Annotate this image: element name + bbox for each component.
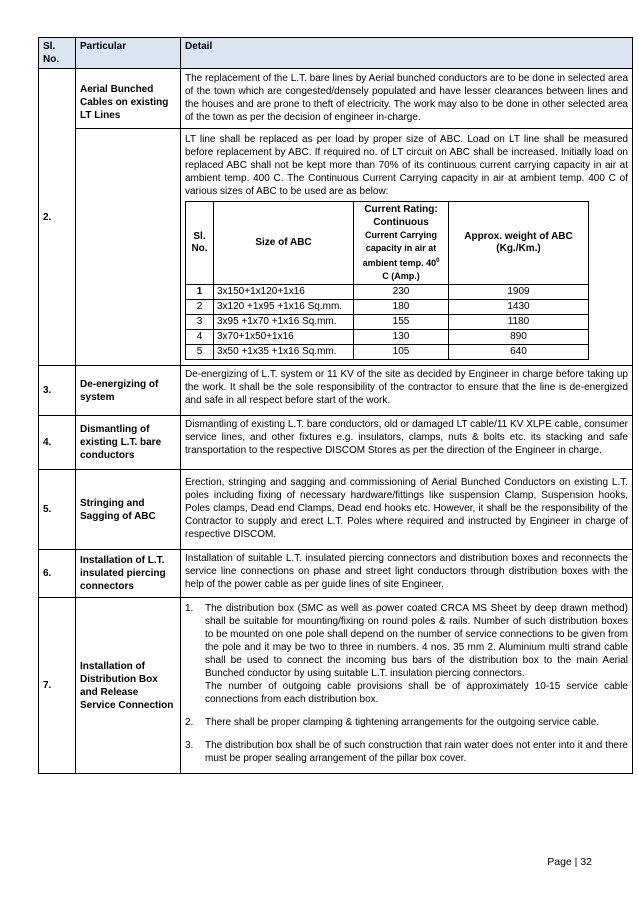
abc-table-row xyxy=(186,315,589,330)
abc-size-table xyxy=(185,201,589,360)
header-sl-no: Sl. No. xyxy=(39,38,76,69)
abc-cell-sl: 4 xyxy=(186,330,214,345)
abc-col-size: Size of ABC xyxy=(214,202,354,285)
list-item-number: 2. xyxy=(185,717,194,728)
distribution-box-list xyxy=(185,602,628,765)
table-row xyxy=(39,550,633,598)
abc-cell-weight: 1430 xyxy=(449,300,589,315)
specification-table xyxy=(38,37,633,774)
table-row xyxy=(39,69,633,129)
list-item xyxy=(185,716,628,729)
abc-table-row xyxy=(186,330,589,345)
row-detail: Installation of suitable L.T. insulated piercing connectors and distribution boxes and reconnects the service line connections on phase and street light conductors through distribution boxes with the help of the power cable as per guide lines of site Engineer. xyxy=(181,550,633,598)
row-sl: 5. xyxy=(39,470,76,550)
abc-table-header xyxy=(186,202,589,285)
row-detail: Erection, stringing and sagging and commissioning of Aerial Bunched Conductors on existing L.T. poles including fixing of necessary hardware/fittings like suspension Clamp, Suspension hooks, Poles clamps, Dead end Clamps, Dead end hooks etc. However, it shall be the responsibility of the Contractor to supply and erect L.T. Poles where required and instructed by Engineer in charge of respective DISCOM. xyxy=(181,470,633,550)
abc-cell-rating: 180 xyxy=(354,300,449,315)
page-number: Page | 32 xyxy=(547,856,592,868)
abc-cell-sl: 5 xyxy=(186,345,214,360)
abc-cell-rating: 130 xyxy=(354,330,449,345)
abc-table-row xyxy=(186,300,589,315)
abc-cell-sl: 2 xyxy=(186,300,214,315)
abc-col-rating-line2 xyxy=(357,229,445,270)
abc-col-rating-line1: Current Rating: Continuous xyxy=(364,204,438,228)
row-particular: Installation of L.T. insulated piercing connectors xyxy=(76,550,181,598)
row-sl: 6. xyxy=(39,550,76,598)
abc-cell-weight: 1180 xyxy=(449,315,589,330)
row-detail: The replacement of the L.T. bare lines by Aerial bunched conductors are to be done in selected area of the town which are congested/densely populated and have lesser clearances between lines and the houses and are prone to theft of electricity. The work may also to be done in other selected area of the town as per the decision of engineer in-charge. xyxy=(181,69,633,129)
abc-cell-weight: 640 xyxy=(449,345,589,360)
abc-table-row xyxy=(186,285,589,300)
list-item-text-continued: The number of outgoing cable provisions shall be of approximately 10-15 service cable connections from each distribution box. xyxy=(205,681,628,705)
row-detail: De-energizing of L.T. system or 11 KV of the site as decided by Engineer in charge before taking up the work. It shall be the sole responsibility of the contractor to ensure that the line is de-energized and safe in all respect before start of the work. xyxy=(181,366,633,416)
list-item-text: There shall be proper clamping & tightening arrangements for the outgoing service cable. xyxy=(205,717,600,728)
header-particular: Particular xyxy=(76,38,181,69)
list-item xyxy=(185,602,628,706)
row-detail xyxy=(181,129,633,366)
abc-cell-weight: 1909 xyxy=(449,285,589,300)
abc-col-rating-text: Current Carrying capacity in air at ambient temp. 40 xyxy=(362,230,437,268)
abc-table-row xyxy=(186,345,589,360)
list-item xyxy=(185,739,628,765)
abc-col-rating-sup: 0 xyxy=(436,258,440,264)
abc-cell-rating: 155 xyxy=(354,315,449,330)
table-row xyxy=(39,129,633,366)
row-particular: Dismantling of existing L.T. bare conductors xyxy=(76,416,181,470)
row-sl: 4. xyxy=(39,416,76,470)
list-item-text: The distribution box shall be of such construction that rain water does not enter into it and there must be proper sealing arrangement of the pillar box cover. xyxy=(205,740,628,764)
list-item-number: 1. xyxy=(185,603,194,614)
abc-cell-weight: 890 xyxy=(449,330,589,345)
abc-col-rating-line3: C (Amp.) xyxy=(382,271,420,281)
abc-cell-size: 3x50 +1x35 +1x16 Sq.mm. xyxy=(214,345,354,360)
list-item-text: The distribution box (SMC as well as power coated CRCA MS Sheet by deep drawn method) shall be suitable for mounting/fixing on round poles & rails. Number of such distribution boxes to be mounted on one pole shall depend on the number of service connections to be given from the pole and it may be two to three in numbers. 4 nos. 35 mm 2. Aluminium multi strand cable shall be used to connect the incoming bus bars of the distribution box to the main Aerial Bunched conductor by using suitable L.T. insulation piercing connectors. xyxy=(205,603,628,679)
abc-col-sl: Sl. No. xyxy=(186,202,214,285)
abc-cell-rating: 105 xyxy=(354,345,449,360)
abc-col-weight: Approx. weight of ABC (Kg./Km.) xyxy=(449,202,589,285)
row-particular: De-energizing of system xyxy=(76,366,181,416)
abc-cell-sl: 3 xyxy=(186,315,214,330)
row-particular: Installation of Distribution Box and Release Service Connection xyxy=(76,598,181,774)
table-row xyxy=(39,366,633,416)
table-row xyxy=(39,598,633,774)
abc-col-rating xyxy=(354,202,449,285)
row-sl: 7. xyxy=(39,598,76,774)
table-header-row xyxy=(39,38,633,69)
abc-cell-size: 3x120 +1x95 +1x16 Sq.mm. xyxy=(214,300,354,315)
row-sl: 3. xyxy=(39,366,76,416)
abc-cell-rating: 230 xyxy=(354,285,449,300)
abc-cell-size: 3x95 +1x70 +1x16 Sq.mm. xyxy=(214,315,354,330)
row-particular: Stringing and Sagging of ABC xyxy=(76,470,181,550)
row-detail xyxy=(181,598,633,774)
header-detail: Detail xyxy=(181,38,633,69)
row-particular: Aerial Bunched Cables on existing LT Lines xyxy=(76,69,181,129)
row-particular-empty xyxy=(76,129,181,366)
abc-intro-text: LT line shall be replaced as per load by proper size of ABC. Load on LT line shall be measured before replacement by ABC. If required no. of LT circuit on ABC shall be increased. Initially load on replaced ABC shall not be kept more than 70% of its continuous current carrying capacity in air at ambient temp. 400 C. The Continuous Current Carrying capacity in air at ambient temp. 400 C of various sizes of ABC to be used are as below: xyxy=(185,134,628,197)
table-row xyxy=(39,416,633,470)
row-detail: Dismantling of existing L.T. bare conductors, old or damaged LT cable/11 KV XLPE cable, consumer service lines, and other fixtures e.g. insulators, clamps, nuts & bolts etc. its stacking and safe transportation to the respective DISCOM Stores as per the direction of the Engineer in charge. xyxy=(181,416,633,470)
list-item-number: 3. xyxy=(185,740,194,751)
table-row xyxy=(39,470,633,550)
abc-cell-size: 3x150+1x120+1x16 xyxy=(214,285,354,300)
row-sl: 2. xyxy=(39,69,76,366)
abc-cell-size: 3x70+1x50+1x16 xyxy=(214,330,354,345)
abc-cell-sl: 1 xyxy=(186,285,214,300)
